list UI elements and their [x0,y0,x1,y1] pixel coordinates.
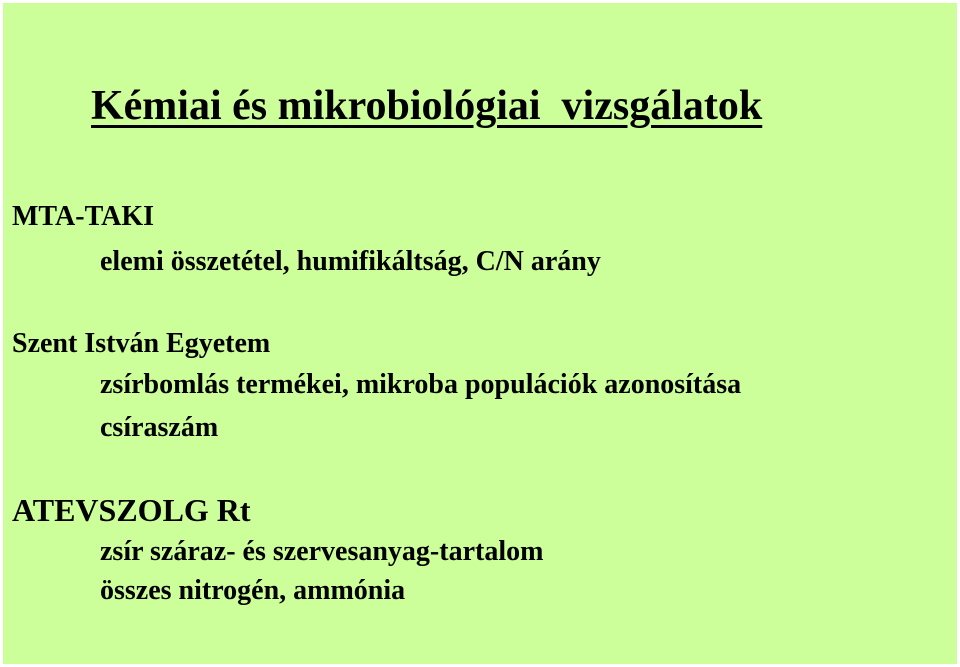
institution-name: ATEVSZOLG Rt [12,492,251,528]
section-item: zsír száraz- és szervesanyag-tartalom [100,536,544,567]
section-item: elemi összetétel, humifikáltság, C/N arány [100,246,601,277]
institution-name: Szent István Egyetem [12,328,271,359]
slide [3,3,957,664]
section-item: zsírbomlás termékei, mikroba populációk azonosítása [100,369,742,400]
slide-title: Kémiai és mikrobiológiai vizsgálatok [91,83,763,129]
section-item: összes nitrogén, ammónia [100,575,406,606]
institution-name: MTA-TAKI [12,201,155,232]
section-item: csíraszám [100,412,219,443]
